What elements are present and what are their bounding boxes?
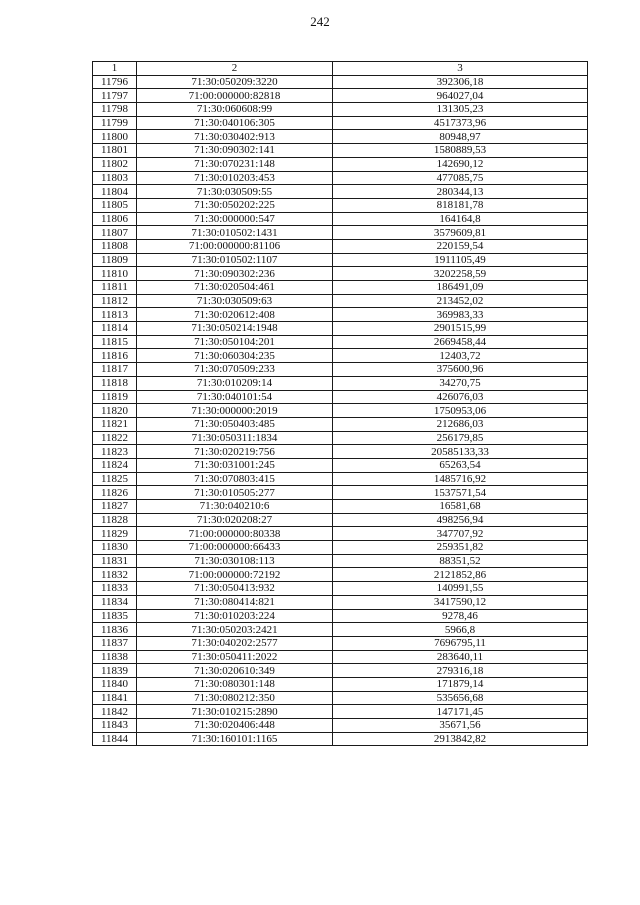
row-number-cell: 11831: [93, 554, 137, 568]
value-cell: 477085,75: [333, 171, 588, 185]
table-row: [93, 404, 588, 418]
table-row: [93, 322, 588, 336]
cadastral-number-cell: 71:30:010203:453: [137, 171, 333, 185]
cadastral-number-cell: 71:30:010209:14: [137, 376, 333, 390]
cadastral-number-cell: 71:30:020612:408: [137, 308, 333, 322]
cadastral-number-cell: 71:30:020219:756: [137, 445, 333, 459]
table-row: [93, 664, 588, 678]
cadastral-number-cell: 71:00:000000:80338: [137, 527, 333, 541]
row-number-cell: 11805: [93, 198, 137, 212]
row-number-cell: 11811: [93, 281, 137, 295]
value-cell: 259351,82: [333, 541, 588, 555]
row-number-cell: 11836: [93, 623, 137, 637]
value-cell: 88351,52: [333, 554, 588, 568]
value-cell: 220159,54: [333, 239, 588, 253]
cadastral-number-cell: 71:00:000000:66433: [137, 541, 333, 555]
table-body: [93, 75, 588, 746]
cadastral-number-cell: 71:30:060608:99: [137, 103, 333, 117]
value-cell: 1911105,49: [333, 253, 588, 267]
value-cell: 20585133,33: [333, 445, 588, 459]
row-number-cell: 11834: [93, 595, 137, 609]
table-row: [93, 376, 588, 390]
value-cell: 140991,55: [333, 582, 588, 596]
table-row: [93, 198, 588, 212]
row-number-cell: 11806: [93, 212, 137, 226]
row-number-cell: 11797: [93, 89, 137, 103]
cadastral-number-cell: 71:30:020504:461: [137, 281, 333, 295]
row-number-cell: 11818: [93, 376, 137, 390]
value-cell: 283640,11: [333, 650, 588, 664]
value-cell: 65263,54: [333, 458, 588, 472]
table-row: [93, 568, 588, 582]
value-cell: 256179,85: [333, 431, 588, 445]
table-row: [93, 650, 588, 664]
table-row: [93, 116, 588, 130]
cadastral-number-cell: 71:30:030509:55: [137, 185, 333, 199]
cadastral-number-cell: 71:30:030108:113: [137, 554, 333, 568]
table-row: [93, 417, 588, 431]
table-row: [93, 691, 588, 705]
cadastral-number-cell: 71:30:030402:913: [137, 130, 333, 144]
value-cell: 498256,94: [333, 513, 588, 527]
cadastral-number-cell: 71:30:050209:3220: [137, 75, 333, 89]
table-row: [93, 719, 588, 733]
cadastral-number-cell: 71:30:050413:932: [137, 582, 333, 596]
row-number-cell: 11807: [93, 226, 137, 240]
value-cell: 392306,18: [333, 75, 588, 89]
row-number-cell: 11826: [93, 486, 137, 500]
row-number-cell: 11809: [93, 253, 137, 267]
value-cell: 16581,68: [333, 500, 588, 514]
table-row: [93, 253, 588, 267]
cadastral-number-cell: 71:00:000000:82818: [137, 89, 333, 103]
table-row: [93, 281, 588, 295]
cadastral-number-cell: 71:30:080301:148: [137, 677, 333, 691]
value-cell: 369983,33: [333, 308, 588, 322]
cadastral-number-cell: 71:30:050104:201: [137, 335, 333, 349]
table-row: [93, 623, 588, 637]
row-number-cell: 11802: [93, 157, 137, 171]
value-cell: 375600,96: [333, 363, 588, 377]
value-cell: 164164,8: [333, 212, 588, 226]
cadastral-number-cell: 71:30:010215:2890: [137, 705, 333, 719]
row-number-cell: 11815: [93, 335, 137, 349]
cadastral-number-cell: 71:30:050311:1834: [137, 431, 333, 445]
page-number: 242: [310, 14, 330, 29]
row-number-cell: 11824: [93, 458, 137, 472]
value-cell: 1580889,53: [333, 144, 588, 158]
value-cell: 171879,14: [333, 677, 588, 691]
cadastral-number-cell: 71:30:070509:233: [137, 363, 333, 377]
row-number-cell: 11812: [93, 294, 137, 308]
table-row: [93, 335, 588, 349]
cadastral-number-cell: 71:30:080414:821: [137, 595, 333, 609]
cadastral-number-cell: 71:30:040101:54: [137, 390, 333, 404]
row-number-cell: 11828: [93, 513, 137, 527]
column-header-2: 2: [137, 62, 333, 76]
table-row: [93, 527, 588, 541]
row-number-cell: 11841: [93, 691, 137, 705]
row-number-cell: 11799: [93, 116, 137, 130]
table-row: [93, 705, 588, 719]
table-row: [93, 732, 588, 746]
row-number-cell: 11835: [93, 609, 137, 623]
table-row: [93, 267, 588, 281]
row-number-cell: 11837: [93, 636, 137, 650]
row-number-cell: 11827: [93, 500, 137, 514]
value-cell: 4517373,96: [333, 116, 588, 130]
cadastral-number-cell: 71:00:000000:81106: [137, 239, 333, 253]
table-row: [93, 308, 588, 322]
value-cell: 426076,03: [333, 390, 588, 404]
row-number-cell: 11820: [93, 404, 137, 418]
table-row: [93, 458, 588, 472]
cadastral-number-cell: 71:30:020208:27: [137, 513, 333, 527]
value-cell: 80948,97: [333, 130, 588, 144]
table-row: [93, 445, 588, 459]
row-number-cell: 11823: [93, 445, 137, 459]
row-number-cell: 11800: [93, 130, 137, 144]
row-number-cell: 11819: [93, 390, 137, 404]
cadastral-number-cell: 71:00:000000:72192: [137, 568, 333, 582]
value-cell: 212686,03: [333, 417, 588, 431]
row-number-cell: 11844: [93, 732, 137, 746]
cadastral-number-cell: 71:30:030509:63: [137, 294, 333, 308]
table-row: [93, 472, 588, 486]
value-cell: 2121852,86: [333, 568, 588, 582]
row-number-cell: 11814: [93, 322, 137, 336]
table-row: [93, 103, 588, 117]
cadastral-number-cell: 71:30:050214:1948: [137, 322, 333, 336]
cadastral-number-cell: 71:30:160101:1165: [137, 732, 333, 746]
cadastral-number-cell: 71:30:050411:2022: [137, 650, 333, 664]
cadastral-number-cell: 71:30:020406:448: [137, 719, 333, 733]
cadastral-number-cell: 71:30:040210:6: [137, 500, 333, 514]
table-row: [93, 609, 588, 623]
table-row: [93, 130, 588, 144]
cadastral-number-cell: 71:30:060304:235: [137, 349, 333, 363]
cadastral-number-cell: 71:30:000000:2019: [137, 404, 333, 418]
row-number-cell: 11813: [93, 308, 137, 322]
row-number-cell: 11825: [93, 472, 137, 486]
table-row: [93, 226, 588, 240]
cadastral-number-cell: 71:30:040106:305: [137, 116, 333, 130]
table-row: [93, 239, 588, 253]
row-number-cell: 11833: [93, 582, 137, 596]
cadastral-number-cell: 71:30:050403:485: [137, 417, 333, 431]
value-cell: 3417590,12: [333, 595, 588, 609]
cadastral-number-cell: 71:30:000000:547: [137, 212, 333, 226]
table-header-row: [93, 62, 588, 76]
row-number-cell: 11829: [93, 527, 137, 541]
row-number-cell: 11840: [93, 677, 137, 691]
table-row: [93, 157, 588, 171]
cadastral-number-cell: 71:30:010502:1107: [137, 253, 333, 267]
cadastral-number-cell: 71:30:031001:245: [137, 458, 333, 472]
table-row: [93, 363, 588, 377]
column-header-3: 3: [333, 62, 588, 76]
value-cell: 2913842,82: [333, 732, 588, 746]
row-number-cell: 11804: [93, 185, 137, 199]
row-number-cell: 11810: [93, 267, 137, 281]
table-row: [93, 500, 588, 514]
value-cell: 818181,78: [333, 198, 588, 212]
row-number-cell: 11803: [93, 171, 137, 185]
column-header-1: 1: [93, 62, 137, 76]
row-number-cell: 11798: [93, 103, 137, 117]
value-cell: 2669458,44: [333, 335, 588, 349]
cadastral-number-cell: 71:30:010505:277: [137, 486, 333, 500]
value-cell: 964027,04: [333, 89, 588, 103]
table-row: [93, 677, 588, 691]
cadastral-number-cell: 71:30:090302:236: [137, 267, 333, 281]
value-cell: 12403,72: [333, 349, 588, 363]
table-row: [93, 513, 588, 527]
table-row: [93, 390, 588, 404]
value-cell: 535656,68: [333, 691, 588, 705]
cadastral-number-cell: 71:30:050202:225: [137, 198, 333, 212]
row-number-cell: 11801: [93, 144, 137, 158]
value-cell: 142690,12: [333, 157, 588, 171]
table-row: [93, 431, 588, 445]
value-cell: 1485716,92: [333, 472, 588, 486]
value-cell: 3202258,59: [333, 267, 588, 281]
table-row: [93, 636, 588, 650]
table-row: [93, 171, 588, 185]
table-row: [93, 89, 588, 103]
value-cell: 347707,92: [333, 527, 588, 541]
table-row: [93, 75, 588, 89]
row-number-cell: 11832: [93, 568, 137, 582]
table-row: [93, 185, 588, 199]
table-row: [93, 349, 588, 363]
value-cell: 1537571,54: [333, 486, 588, 500]
table-row: [93, 212, 588, 226]
cadastral-number-cell: 71:30:050203:2421: [137, 623, 333, 637]
value-cell: 186491,09: [333, 281, 588, 295]
cadastral-number-cell: 71:30:010502:1431: [137, 226, 333, 240]
value-cell: 2901515,99: [333, 322, 588, 336]
table-row: [93, 595, 588, 609]
row-number-cell: 11796: [93, 75, 137, 89]
cadastral-number-cell: 71:30:080212:350: [137, 691, 333, 705]
row-number-cell: 11839: [93, 664, 137, 678]
value-cell: 3579609,81: [333, 226, 588, 240]
cadastral-number-cell: 71:30:040202:2577: [137, 636, 333, 650]
value-cell: 9278,46: [333, 609, 588, 623]
value-cell: 35671,56: [333, 719, 588, 733]
cadastral-number-cell: 71:30:090302:141: [137, 144, 333, 158]
cadastral-number-cell: 71:30:070231:148: [137, 157, 333, 171]
value-cell: 213452,02: [333, 294, 588, 308]
row-number-cell: 11843: [93, 719, 137, 733]
value-cell: 147171,45: [333, 705, 588, 719]
value-cell: 7696795,11: [333, 636, 588, 650]
row-number-cell: 11842: [93, 705, 137, 719]
table-row: [93, 541, 588, 555]
value-cell: 5966,8: [333, 623, 588, 637]
cadastral-number-cell: 71:30:020610:349: [137, 664, 333, 678]
row-number-cell: 11838: [93, 650, 137, 664]
value-cell: 1750953,06: [333, 404, 588, 418]
table-row: [93, 144, 588, 158]
value-cell: 131305,23: [333, 103, 588, 117]
value-cell: 34270,75: [333, 376, 588, 390]
cadastral-number-cell: 71:30:010203:224: [137, 609, 333, 623]
table-row: [93, 582, 588, 596]
row-number-cell: 11816: [93, 349, 137, 363]
row-number-cell: 11808: [93, 239, 137, 253]
cadastral-number-cell: 71:30:070803:415: [137, 472, 333, 486]
data-table: [92, 61, 588, 746]
value-cell: 279316,18: [333, 664, 588, 678]
table-row: [93, 554, 588, 568]
row-number-cell: 11821: [93, 417, 137, 431]
row-number-cell: 11830: [93, 541, 137, 555]
table-row: [93, 486, 588, 500]
value-cell: 280344,13: [333, 185, 588, 199]
table-row: [93, 294, 588, 308]
row-number-cell: 11822: [93, 431, 137, 445]
row-number-cell: 11817: [93, 363, 137, 377]
